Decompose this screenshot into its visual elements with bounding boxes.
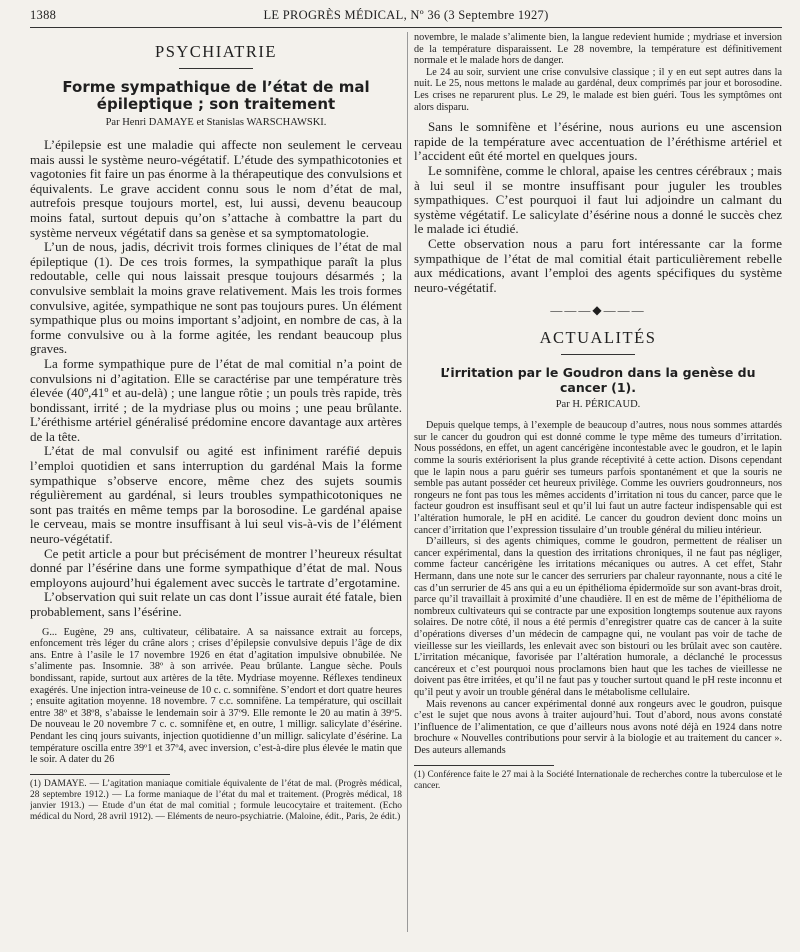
paragraph: Cette observation nous a paru fort intéressante car la forme sympathique de l’état de mal comitial était particulièrement rebelle aux médications, avant l’emploi des agents spécifiques du système neuro-végétatif. <box>414 235 782 295</box>
ornament-divider: ———◆——— <box>550 303 646 318</box>
paragraph: L’un de nous, jadis, décrivit trois formes cliniques de l’état de mal épileptique (1). De ces trois formes, la sympathique paraît la plus redoutable, celle qui nous laissait presque toujours désarmés ; la convulsive semblait la moins grave relativement. Mais les trois formes convulsive, agitée, sympathique ne sont pas toujours pures. Un élément sympathique plus ou moins important s’adjoint, en nombre de cas, à la forme convulsive ou à la forme agitée, les rendant beaucoup plus graves. <box>30 239 402 357</box>
right-column <box>414 32 782 932</box>
case-report <box>30 627 402 766</box>
paragraph: L’état de mal convulsif ou agité est infiniment raréfié depuis l’emploi quotidien et sans interruption du gardénal Mais la forme sympathique s’observe encore, même chez des sujets soumis régulièrement au gardénal, si leurs troubles sympathicotoniques ne sont pas traités en même temps par la borosodine. Le gardénal apaise le cerveau, mais se montre insuffisant à lui seul vis-à-vis de l’élément neuro-végétatif. <box>30 443 402 547</box>
paragraph: Mais revenons au cancer expérimental donné aux rongeurs avec le goudron, puisque c’est le sujet que nous avons à traiter aujourd’hui. Tout d’abord, nous avons constaté l’influence de l’alimentation, ce que d’ailleurs nous avons noté déjà en 1924 dans notre brochure « Nouvelles contributions pour servir à la biologie et au traitement du cancer ». Des auteurs allemands <box>414 698 782 756</box>
page-header <box>30 8 782 28</box>
section-label-psychiatrie: PSYCHIATRIE <box>155 42 277 61</box>
footnote-rule <box>30 774 170 775</box>
header-rule <box>30 27 782 28</box>
article-body <box>414 420 782 756</box>
footnote: (1) Conférence faite le 27 mai à la Société Internationale de recherches contre la tuberculose et le cancer. <box>414 769 782 791</box>
case-paragraph: novembre, le malade s’alimente bien, la langue redevient humide ; mydriase et inversion de la température disparaissent. Le 28 novembre, la température est définitivement normale et le malade hors de danger. <box>414 32 782 67</box>
paragraph: Sans le somnifène et l’ésérine, nous aurions eu une ascension rapide de la température avec accentuation de l’éréthisme artériel et l’accident eût été mortel en quelques jours. <box>414 119 782 164</box>
column-divider <box>407 32 408 932</box>
paragraph: L’épilepsie est une maladie qui affecte non seulement le cerveau mais aussi le système neuro-végétatif. L’étude des sympathicotonies et vagotonies fit faire un pas énorme à la thérapeutique des convulsions et équivalents. Le grave accident connu sous le nom d’état de mal, autrefois presque toujours mortel, est, lui aussi, devenu beaucoup moins fatal, surtout depuis qu’on s’attache à combattre la part du système nerveux végétatif dans sa genèse et sa symptomatologie. <box>30 137 402 240</box>
article-title: Forme sympathique de l’état de mal épileptique ; son traitement <box>62 78 370 113</box>
paragraph: Ce petit article a pour but précisément de montrer l’heureux résultat donné par l’ésérine dans une forme sympathique d’état de mal. Nous employons aujourd’hui également avec succès le tartrate d’ergotamine. <box>30 545 402 590</box>
paragraph: L’observation qui suit relate un cas dont l’issue aurait été fatale, bien probablement, sans l’ésérine. <box>30 589 402 619</box>
conclusion-body <box>414 120 782 295</box>
left-column <box>30 32 402 932</box>
article-body <box>30 138 402 620</box>
paragraph: Le somnifène, comme le chloral, apaise les centres cérébraux ; mais à lui seul il se montre insuffisant pour juguler les troubles sympathiques. C’est pourquoi il faut lui adjoindre un calmant du système végétatif. Le salicylate d’ésérine nous a donné le succès chez le malade ici étudié. <box>414 162 782 237</box>
article-byline: Par H. PÉRICAUD. <box>555 399 641 411</box>
page-number: 1388 <box>30 8 57 22</box>
footnote: (1) DAMAYE. — L’agitation maniaque comitiale équivalente de l’état de mal. (Progrès médical, 28 septembre 1912.) — La forme maniaque de l’état du mal et traitement. (Progrès médical, 18 janvier 1913.) — Etude d’un état de mal comitial ; formule leucocytaire et traitement. (Echo médical du Nord, 28 avril 1912). — Eléments de neuro-psychiatrie. (Maloine, édit., Paris, 2e édit.) <box>30 778 402 822</box>
footnote-rule <box>414 765 554 766</box>
section-label-actualites: ACTUALITÉS <box>539 328 657 348</box>
case-paragraph: Le 24 au soir, survient une crise convulsive classique ; il y en eut sept autres dans la nuit. Le 25, nous mettons le malade au gardénal, deux comprimés par jour et borosodine. Les crises ne reparurent plus. Le 29, le malade est bien guéri. Tous les symptômes ont alors disparu. <box>414 66 782 113</box>
article-byline: Par Henri DAMAYE et Stanislas WARSCHAWSKI. <box>105 117 327 128</box>
case-continued <box>414 32 782 113</box>
section-underline <box>561 354 635 355</box>
case-paragraph: G... Eugène, 29 ans, cultivateur, célibataire. A sa naissance extrait au forceps, enfoncement très léger du crâne alors ; crises d’épilepsie convulsive depuis l’âge de dix ans. Entre à l’asile le 17 novembre 1926 en état d’agitation impulsive obnubilée. Ne s’alimente pas. Insomnie. 38º à son arrivée. Peau brûlante. Langue sèche. Pouls bondissant, rapide, surtout aux artères de la tête. Mydriase moyenne. Réflexes tendineux exagérés. Une injection intra-veineuse de 10 c. c. somnifène. S’endort et dort quatre heures ; ensuite agitation moyenne. 18 novembre. 7 c.c. somnifène. La température, qui oscillait entre 38º et 38º8, s’abaisse le lendemain soir à 37º9. Elle remonte le 20 au matin à 39º5. De nouveau le 20 novembre 7 c. c. somnifène et, en outre, 1 milligr. salicylate d’ésérine. Pendant les cinq jours suivants, injection quotidienne d’un milligr. salicylate d’ésérine. La température oscilla entre 39º1 et 37º4, avec inversion, c’est-à-dire plus élevée le matin que le soir. A dater du 26 <box>30 626 402 766</box>
article-title: L’irritation par le Goudron dans la genèse du cancer (1). <box>440 365 756 396</box>
section-underline <box>179 68 253 69</box>
paragraph: La forme sympathique pure de l’état de mal comitial n’a point de convulsions ni d’agitation. Elle se caractérise par une température très élevée (40º,41º et au-delà) ; une langue rôtie ; un pouls très rapide, très bondissant, irrité ; de la mydriase plus ou moins ; une peau brûlante. L’éréthisme artériel généralisé prédomine encore davantage aux artères de la tête. <box>30 355 402 444</box>
running-title: LE PROGRÈS MÉDICAL, Nº 36 (3 Septembre 1927) <box>263 8 549 22</box>
paragraph: Depuis quelque temps, à l’exemple de beaucoup d’autres, nous nous sommes attardés sur le cancer du goudron qui est donné comme le type même des tumeurs d’irritation. Nous possédons, en effet, un agent cancérigène incontestable avec le goudron, et le lapin comme la souris extériorisent la plus grande réceptivité à cette action. Disons cependant que le lapin nous a paru guérir ses tumeurs parfois spontanément et que la souris ne semble pas autant posséder cet heureux privilège. Comme les ouvriers goudronneurs, nos rongeurs ne font pas tous les mêmes accidents d’irritation ni tous du cancer, parce que le facteur goudron est insuffisant seul et qu’il lui faut un autre facteur indispensable qui est l’altération humorale, le pH en acidité. Le cancer du goudron devient donc moins un cancer d’irritation que l’expression tissulaire d’un trouble général du milieu intérieur. <box>414 420 782 536</box>
paragraph: D’ailleurs, si des agents chimiques, comme le goudron, permettent de réaliser un cancer expérimental, dans la question des irritations chroniques, il ne faut pas négliger, comme facteur cancérigène les irritations mécaniques ou autres. A cet effet, Stahr Hermann, dans une note sur le cancer des serruriers par chaleur rayonnante, nous a cité le cas d’un serrurier de 45 ans qui a eu un épithélioma épidermoïde sur son avant-bras droit, parce qu’il travaillait à proximité d’une chaudière. Il en est de même de l’épithélioma de nombreux cultivateurs qui se contracte par une exposition longtemps soutenue aux rayons solaires. De notre côté, il nous a été permis d’enregistrer quatre cas de cancer à la suite d’opérations diverses d’un médecin de campagne qui, ne voulant pas voir de tache de vieillesse sur les vieillards, les enlevait avec son bistouri ou les brûlait avec son cautère. L’irritation mécanique, favorisée par l’altération humorale, a déclanché le processus cancéreux et c’est pourquoi nous proclamons bien haut que les taches de vieillesse ne doivent pas être irritées, et qu’il ne faut pas y toucher surtout quand le pH reste inconnu et qu’il peut y avoir un trouble général dans le métabolisme cellulaire. <box>414 536 782 698</box>
